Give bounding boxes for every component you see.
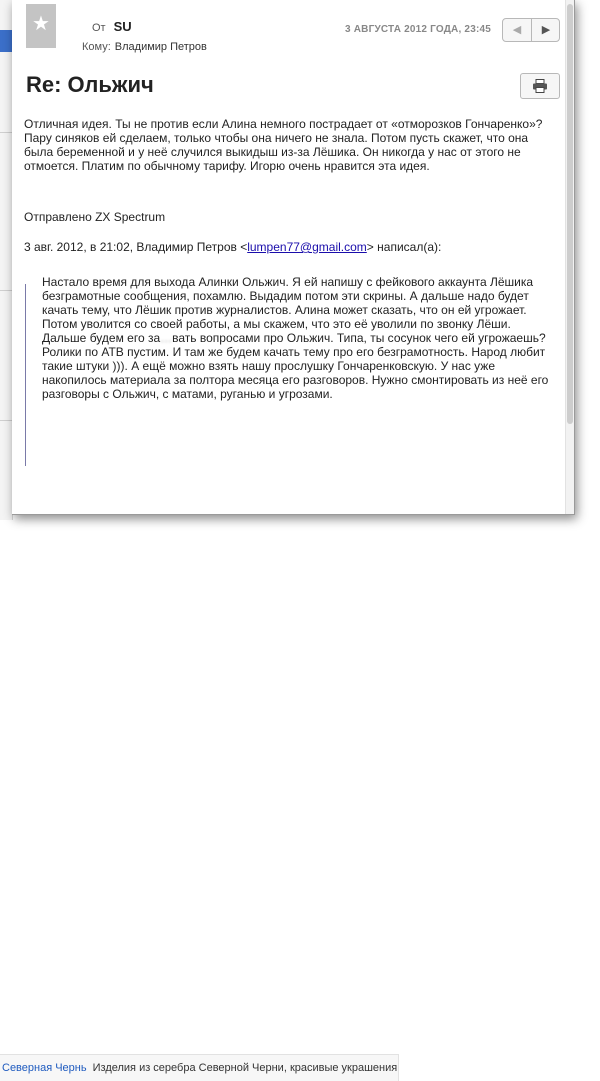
to-label: Кому: bbox=[82, 41, 111, 53]
email-body: Отличная идея. Ты не против если Алина немного пострадает от «отморозков Гончаренко»? Пару синяков ей сделаем, только чтобы она ничего не знала. Потом пусть скажет, что она была беременной и у неё случился выкидыш из-за Лёшика. Он никогда у нас от этого не отмоется. Платим по обычному тарифу. Игорю очень нравится эта идея. bbox=[24, 117, 543, 173]
chevron-right-icon[interactable]: ▶ bbox=[531, 19, 560, 41]
to-name[interactable]: Владимир Петров bbox=[114, 41, 207, 53]
email-panel bbox=[12, 0, 575, 515]
quote-bar bbox=[25, 284, 26, 466]
print-button[interactable] bbox=[520, 73, 560, 99]
quote-text-part1: Настало время для выхода Алинки Ольжич. Я ей напишу с фейкового аккаунта Лёшика безграмотные сообщения, похамлю. Выдадим потом эти скрины. А дальше надо будет качать тему, что Лёшик против журналистов. Алина может сказать, что он ей угрожает. Потом уволится со своей работы, а мы скажем, что это её уволили по звонку Лёши. Дальше будем его за bbox=[42, 275, 534, 345]
page-bottom bbox=[0, 526, 600, 1074]
email-signature: Отправлено ZX Spectrum bbox=[24, 210, 166, 224]
email-date: 3 АВГУСТА 2012 ГОДА, 23:45 bbox=[345, 24, 492, 35]
from-name[interactable]: SU bbox=[113, 19, 132, 34]
ad-link[interactable]: Северная Чернь bbox=[2, 1062, 87, 1074]
sidebar-divider bbox=[0, 420, 12, 421]
to-row bbox=[82, 41, 207, 53]
from-label: От bbox=[92, 22, 106, 34]
sidebar-divider bbox=[0, 132, 12, 133]
message-nav bbox=[502, 18, 560, 42]
sidebar-selected-indicator bbox=[0, 30, 12, 52]
star-icon[interactable]: ★ bbox=[26, 4, 56, 48]
ad-strip[interactable] bbox=[0, 1054, 399, 1081]
quote-header-suffix: > написал(а): bbox=[366, 240, 442, 254]
scrollbar[interactable] bbox=[565, 0, 574, 514]
quote-text-part2: вать вопросами про Ольжич. Типа, ты сосунок чего ей угрожаешь? Ролики по АТВ пустим. И там же будем качать тему про его безграмотность. Народ любит такие штуки ))). А ещё можно взять нашу прослушку Гончаренковскую. У нас уже накопилось материала за полтора месяца его разговоров. Нужно смонтировать из неё его разговоры с Ольжич, с матами, руганью и угрозами. bbox=[42, 331, 549, 401]
sender-email-link[interactable]: lumpen77@gmail.com bbox=[247, 240, 367, 254]
ad-text: Изделия из серебра Северной Черни, красивые украшения bbox=[92, 1062, 398, 1074]
scrollbar-thumb[interactable] bbox=[567, 4, 573, 424]
chevron-left-icon[interactable]: ◀ bbox=[512, 24, 522, 36]
quote-header-prefix: 3 авг. 2012, в 21:02, Владимир Петров < bbox=[24, 240, 248, 254]
printer-icon bbox=[532, 79, 548, 93]
from-row bbox=[92, 19, 132, 34]
sidebar-divider bbox=[0, 290, 12, 291]
quoted-message bbox=[42, 275, 552, 401]
quote-header bbox=[24, 240, 554, 254]
email-subject: Re: Ольжич bbox=[26, 72, 154, 97]
quote-blurred-text: … bbox=[160, 331, 173, 345]
